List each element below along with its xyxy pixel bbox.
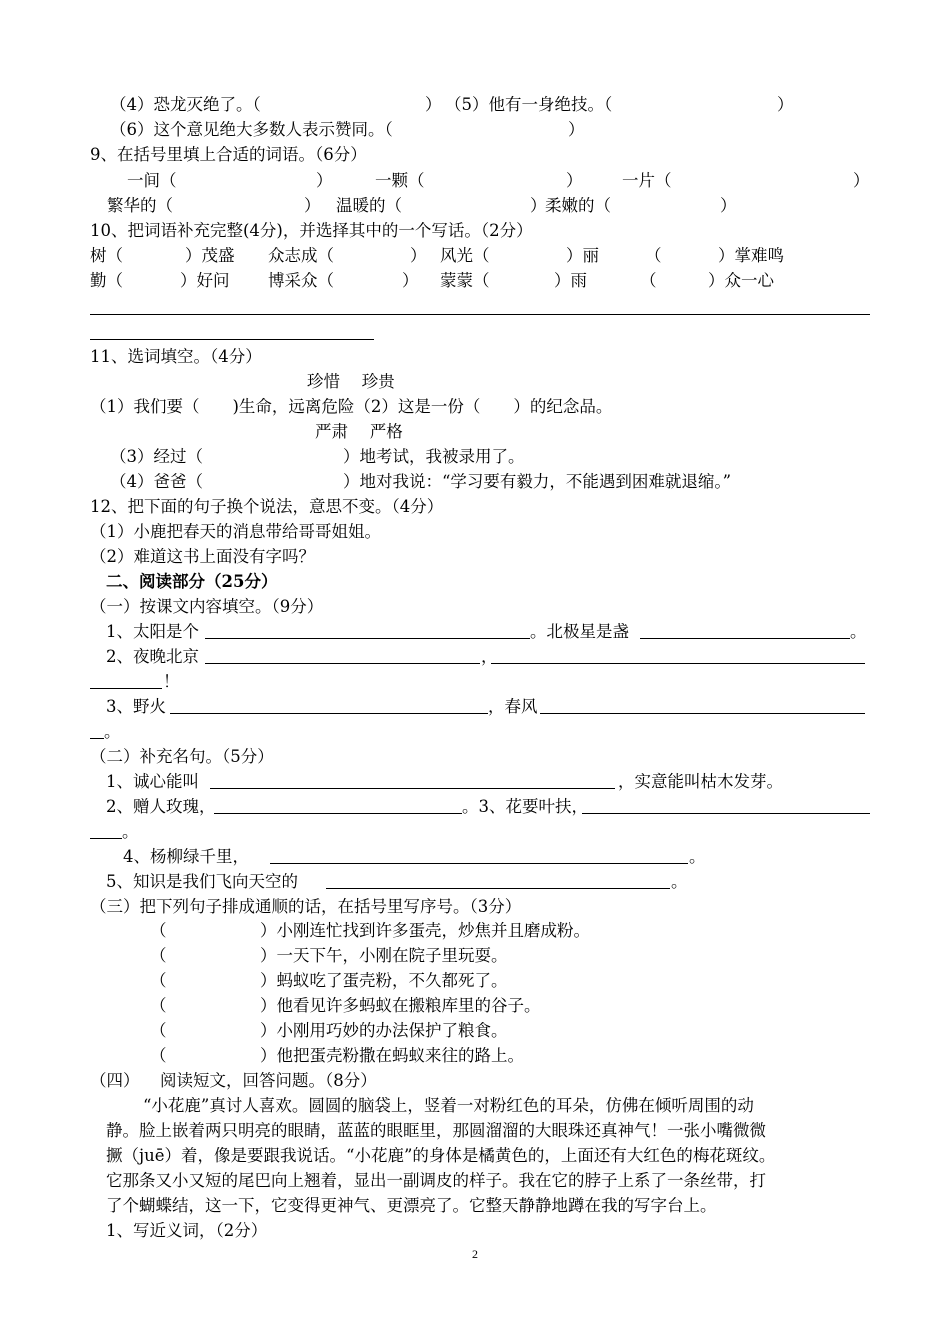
q10-title-line (0, 218, 950, 243)
page-number: 2 (472, 1247, 478, 1261)
q9-word-5: 温暖的（ (336, 196, 402, 215)
q10-a3b: ）丽 (566, 246, 599, 265)
q12-sentence-1: （1）小鹿把春天的消息带给哥哥姐姐。 (90, 522, 381, 541)
q9-title-line (0, 142, 950, 167)
q8-item-5-close: ） (777, 95, 794, 114)
q12-title: 12、把下面的句子换个说法，意思不变。（4分） (90, 497, 444, 516)
part3-item-2 (0, 943, 950, 968)
q9-word-1-close: ） (316, 171, 333, 190)
part1-l1a: 1、太阳是个 (106, 622, 199, 641)
q11-sentence-1-2: （1）我们要（ )生命，远离危险（2）这是一份（ ）的纪念品。 (90, 397, 613, 416)
q10-b1: 勤（ (90, 271, 123, 290)
part1-l1c: 。 (850, 622, 867, 641)
part3-item-6 (0, 1043, 950, 1068)
q8-item-6: （6）这个意见绝大多数人表示赞同。（ (110, 120, 393, 139)
q10-a2b: ） (410, 246, 427, 265)
q9-word-3: 一片（ (622, 171, 672, 190)
q10-b4: （ (640, 271, 657, 290)
part2-l2c: 。 (122, 822, 139, 841)
q11-sentence-4-rest: ）地对我说：“学习要有毅力，不能遇到困难就退缩。” (343, 472, 732, 491)
part3-item-3 (0, 968, 950, 993)
q10-b3b: ）雨 (554, 271, 587, 290)
part3-open: （ (150, 921, 167, 940)
part4-title: 阅读短文，回答问题。（8分） (160, 1071, 377, 1090)
q10-a1b: ）茂盛 (185, 246, 235, 265)
q8-line-6 (0, 117, 950, 142)
q10-writing-line-2 (90, 339, 374, 340)
q11-title-line (0, 344, 950, 369)
part2-line-2 (0, 794, 950, 819)
part1-l2c: ！ (163, 672, 180, 691)
part1-title: （一）按课文内容填空。（9分） (90, 597, 324, 616)
q11-word-pair-1-line (0, 369, 950, 394)
q11-sentence-4: （4）爸爸（ (110, 472, 203, 491)
part2-l1b: ，实意能叫枯木发芽。 (618, 772, 783, 791)
q10-b2b: ） (402, 271, 419, 290)
q12-sentence-2: （2）难道这书上面没有字吗？ (90, 547, 315, 566)
reading-title-line (0, 569, 950, 594)
q9-word-1: 一间（ (127, 171, 177, 190)
q9-word-5-close: ） (530, 196, 547, 215)
part2-l5a: 5、知识是我们飞向天空的 (106, 872, 298, 891)
passage-line-5 (0, 1193, 950, 1218)
q9-word-3-close: ） (853, 171, 870, 190)
q10-writing-line-1 (90, 314, 870, 315)
q10-a3: 风光（ (440, 246, 490, 265)
q9-word-2: 一颗（ (375, 171, 425, 190)
q9-row-2 (0, 193, 950, 218)
blank (582, 813, 870, 814)
part3-item-1 (0, 918, 950, 943)
q10-a4b: ）掌难鸣 (718, 246, 784, 265)
q10-title: 10、把词语补充完整(4分)，并选择其中的一个写话。（2分） (90, 221, 533, 240)
part2-title-line (0, 744, 950, 769)
part3-open: （ (150, 1046, 167, 1065)
q9-word-6-close: ） (720, 196, 737, 215)
q9-word-6: 柔嫩的（ (545, 196, 611, 215)
q10-b3: 蒙蒙（ (440, 271, 490, 290)
passage-line-3 (0, 1143, 950, 1168)
part2-l4b: 。 (689, 847, 706, 866)
part3-sentence: ）小刚连忙找到许多蛋壳，炒焦并且磨成粉。 (260, 921, 590, 940)
part1-line-2 (0, 644, 950, 669)
passage-text: “小花鹿”真讨人喜欢。圆圆的脑袋上，竖着一对粉红色的耳朵，仿佛在倾听周围的动 (143, 1096, 754, 1115)
part4-question-1-line (0, 1218, 950, 1243)
part2-line-1 (0, 769, 950, 794)
part2-l2a: 2、赠人玫瑰， (106, 797, 216, 816)
part1-l3c: 。 (104, 722, 121, 741)
passage-line-1 (0, 1093, 950, 1118)
blank (326, 888, 670, 889)
blank (90, 688, 162, 689)
part2-line-4 (0, 844, 950, 869)
q10-b4b: ）众一心 (708, 271, 774, 290)
part3-open: （ (150, 971, 167, 990)
part2-l2b: 。3、花要叶扶， (462, 797, 588, 816)
part1-l2b: ， (481, 647, 498, 666)
part3-open: （ (150, 946, 167, 965)
part2-l5b: 。 (671, 872, 688, 891)
part4-question-1: 1、写近义词，（2分） (106, 1221, 268, 1240)
part1-line-1 (0, 619, 950, 644)
blank (170, 713, 488, 714)
blank (90, 738, 104, 739)
part3-item-4 (0, 993, 950, 1018)
passage-line-4 (0, 1168, 950, 1193)
q10-a4: （ (645, 246, 662, 265)
passage-text: 静。脸上嵌着两只明亮的眼睛，蓝蓝的眼眶里，那圆溜溜的大眼珠还真神气！一张小嘴微微 (106, 1121, 766, 1140)
q11-title: 11、选词填空。（4分） (90, 347, 262, 366)
q12-sentence-2-line (0, 544, 950, 569)
q8-item-6-close: ） (568, 120, 585, 139)
part1-line-3 (0, 694, 950, 719)
q11-sentence-3-line (0, 444, 950, 469)
part2-l1a: 1、诚心能叫 (106, 772, 199, 791)
part3-sentence: ）一天下午，小刚在院子里玩耍。 (260, 946, 508, 965)
q8-item-4-close: ） (425, 95, 442, 114)
q9-title: 9、在括号里填上合适的词语。（6分） (90, 145, 367, 164)
blank (205, 638, 530, 639)
part1-line-2-cont (0, 669, 950, 694)
blank (270, 863, 688, 864)
q11-sentence-3-rest: ）地考试，我被录用了。 (343, 447, 525, 466)
part1-l3b: ，春风 (488, 697, 538, 716)
part1-l3a: 3、野火 (106, 697, 166, 716)
part1-l2a: 2、夜晚北京 (106, 647, 199, 666)
q11-word-pair-2-line (0, 419, 950, 444)
part3-sentence: ）蚂蚁吃了蛋壳粉，不久都死了。 (260, 971, 508, 990)
q9-word-4-close: ） (304, 196, 321, 215)
passage-text: 了个蝴蝶结，这一下，它变得更神气、更漂亮了。它整天静静地蹲在我的写字台上。 (106, 1196, 717, 1215)
q10-b1b: ）好问 (180, 271, 230, 290)
part2-line-5 (0, 869, 950, 894)
q11-word-pair-1: 珍惜 珍贵 (307, 372, 395, 391)
q12-sentence-1-line (0, 519, 950, 544)
q9-word-4: 繁华的（ (107, 196, 173, 215)
q10-a1: 树（ (90, 246, 123, 265)
part4-title-number: （四） (90, 1071, 140, 1090)
part2-line-2-cont (0, 819, 950, 844)
q11-sentence-3: （3）经过（ (110, 447, 203, 466)
q10-b2: 博采众（ (268, 271, 334, 290)
q11-sentence-1-2-line (0, 394, 950, 419)
q8-line-4-5 (0, 92, 950, 117)
q11-word-pair-2: 严肃 严格 (315, 422, 403, 441)
part3-title: （三）把下列句子排成通顺的话，在括号里写序号。（3分） (90, 897, 522, 916)
passage-line-2 (0, 1118, 950, 1143)
passage-text: 撅（juē）着，像是要跟我说话。“小花鹿”的身体是橘黄色的，上面还有大红色的梅花斑纹。 (106, 1146, 776, 1165)
q11-sentence-4-line (0, 469, 950, 494)
blank (491, 663, 865, 664)
part3-open: （ (150, 996, 167, 1015)
part3-sentence: ）他看见许多蚂蚁在搬粮库里的谷子。 (260, 996, 541, 1015)
blank (540, 713, 865, 714)
q10-row-1 (0, 243, 950, 268)
q12-title-line (0, 494, 950, 519)
blank (640, 638, 850, 639)
blank (90, 838, 122, 839)
part1-line-3-cont (0, 719, 950, 744)
part1-l1b: 。北极星是盏 (530, 622, 629, 641)
part1-title-line (0, 594, 950, 619)
q8-item-4: （4）恐龙灭绝了。（ (110, 95, 261, 114)
q8-item-5: （5）他有一身绝技。（ (445, 95, 613, 114)
q9-row-1 (0, 168, 950, 193)
part2-l4a: 4、杨柳绿千里， (123, 847, 249, 866)
q9-word-2-close: ） (566, 171, 583, 190)
part3-sentence: ）小刚用巧妙的办法保护了粮食。 (260, 1021, 508, 1040)
part4-title-line (0, 1068, 950, 1093)
blank (210, 788, 615, 789)
part2-title: （二）补充名句。（5分） (90, 747, 274, 766)
part3-open: （ (150, 1021, 167, 1040)
blank (214, 813, 462, 814)
part3-sentence: ）他把蛋壳粉撒在蚂蚁来往的路上。 (260, 1046, 524, 1065)
blank (205, 663, 480, 664)
q10-row-2 (0, 268, 950, 293)
reading-section-title: 二、阅读部分（25分） (106, 572, 278, 591)
part3-title-line (0, 894, 950, 919)
part3-item-5 (0, 1018, 950, 1043)
q10-a2: 众志成（ (268, 246, 334, 265)
passage-text: 它那条又小又短的尾巴向上翘着，显出一副调皮的样子。我在它的脖子上系了一条丝带，打 (106, 1171, 766, 1190)
